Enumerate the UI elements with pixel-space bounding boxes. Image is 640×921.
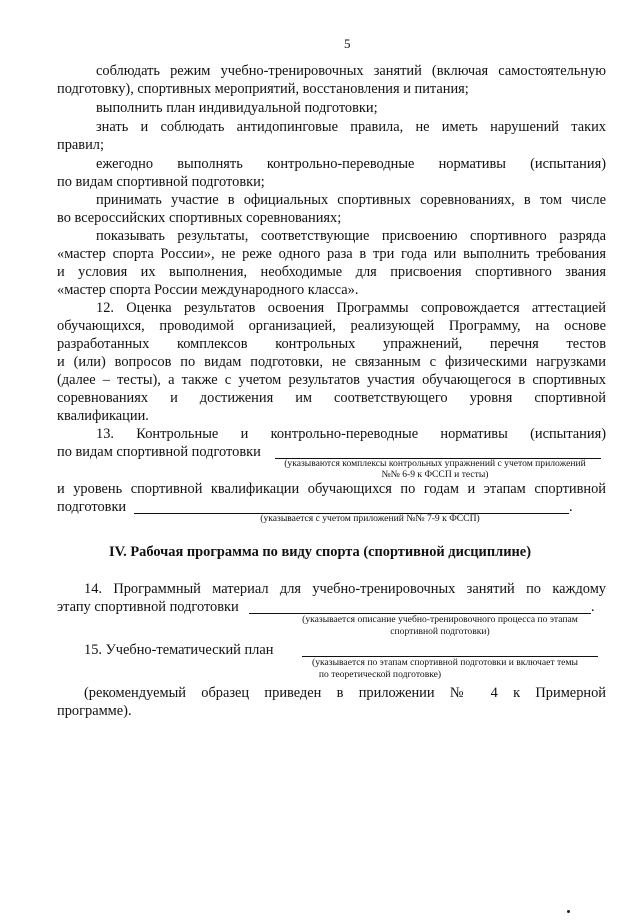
text-line: показывать результаты, соответствующие присвоению спортивного разряда [96, 228, 606, 244]
text-line: по видам спортивной подготовки; [57, 174, 265, 190]
text-line: соревнованиях и достижения им соответствующего уровня спортивной [57, 390, 606, 406]
text-line: принимать участие в официальных спортивных соревнованиях, в том числе [96, 192, 606, 208]
text-line: и (или) вопросов по видам подготовки, не связанным с физическими нагрузками [57, 354, 606, 370]
text-line: знать и соблюдать антидопинговые правила, не иметь нарушений таких [96, 119, 606, 135]
text-line: (далее – тесты), а также с учетом результатов участия обучающегося в спортивных [57, 372, 606, 388]
field-note: №№ 6-9 к ФССП и тесты) [381, 469, 489, 480]
text-line: 15. Учебно-тематический план [84, 642, 274, 658]
field-note: (указывается по этапам спортивной подготовки и включает темы [312, 657, 578, 668]
text-line: программе). [57, 703, 132, 719]
text-line: «мастер спорта России международного класса». [57, 282, 359, 298]
text-line: (рекомендуемый образец приведен в приложении № 4 к Примерной [84, 685, 606, 701]
field-note: (указывается с учетом приложений №№ 7-9 к ФССП) [260, 513, 480, 524]
scan-speck [567, 910, 570, 913]
text-line: и условия их выполнения, необходимые для присвоения спортивного звания [57, 264, 606, 280]
text-line: во всероссийских спортивных соревнованиях; [57, 210, 342, 226]
period: . [591, 599, 595, 615]
text-line: выполнить план индивидуальной подготовки; [96, 100, 378, 116]
field-note: по теоретической подготовке) [318, 669, 442, 680]
text-line: 14. Программный материал для учебно-тренировочных занятий по каждому [84, 581, 606, 597]
text-line: квалификации. [57, 408, 149, 424]
text-line: «мастер спорта России», не реже одного раза в три года или выполнить требования [57, 246, 606, 262]
page-number: 5 [344, 36, 351, 51]
field-note: (указывается описание учебно-тренировочного процесса по этапам [302, 614, 578, 625]
text-line: обучающихся, проводимой организацией, реализующей Программу, на основе [57, 318, 606, 334]
text-line: ежегодно выполнять контрольно-переводные нормативы (испытания) [96, 156, 606, 172]
section-heading: IV. Рабочая программа по виду спорта (спортивной дисциплине) [109, 544, 531, 560]
text-line: подготовки [57, 499, 127, 515]
field-note: спортивной подготовки) [390, 626, 490, 637]
text-line: правил; [57, 137, 104, 153]
period: . [569, 499, 573, 515]
text-line: 13. Контрольные и контрольно-переводные нормативы (испытания) [96, 426, 606, 442]
text-line: 12. Оценка результатов освоения Программы сопровождается аттестацией [96, 300, 606, 316]
text-line: этапу спортивной подготовки [57, 599, 239, 615]
text-line: соблюдать режим учебно-тренировочных занятий (включая самостоятельную [96, 63, 606, 79]
text-line: подготовку), спортивных мероприятий, восстановления и питания; [57, 81, 469, 97]
field-note: (указываются комплексы контрольных упражнений с учетом приложений [284, 458, 586, 469]
text-line: и уровень спортивной квалификации обучающихся по годам и этапам спортивной [57, 481, 606, 497]
text-line: по видам спортивной подготовки [57, 444, 261, 460]
text-line: разработанных комплексов контрольных упражнений, перечня тестов [57, 336, 606, 352]
